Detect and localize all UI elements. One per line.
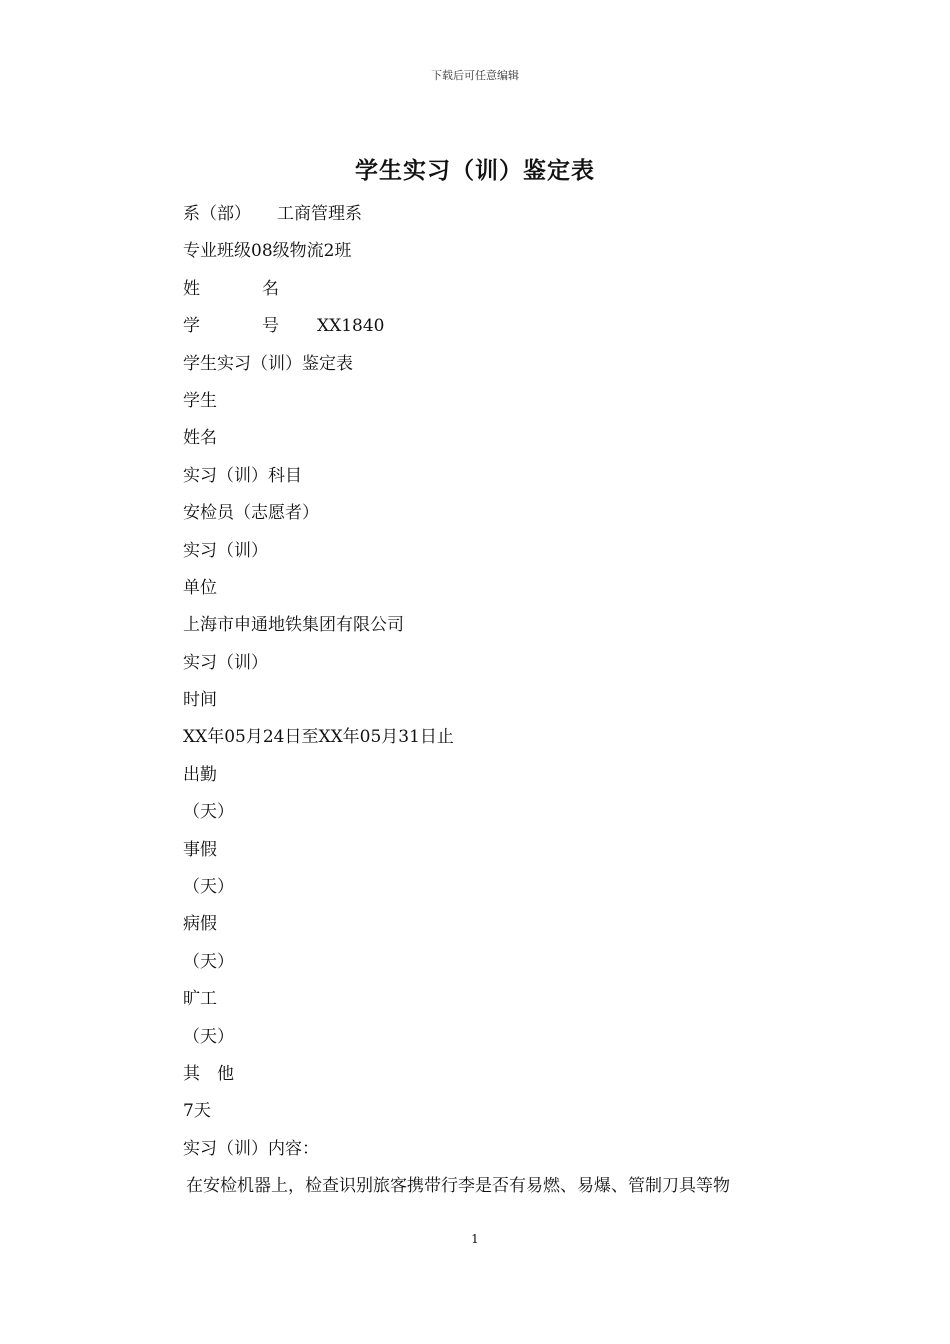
personal-leave-unit: （天）	[183, 877, 234, 898]
document-body	[183, 196, 843, 1206]
document-title: 学生实习（训）鉴定表	[355, 157, 595, 184]
sick-leave-label: 病假	[183, 914, 217, 935]
student-id-line	[183, 308, 843, 345]
name-line	[183, 271, 843, 308]
page-number: 1	[471, 1232, 479, 1246]
name-label-first-char: 姓	[183, 278, 200, 299]
download-edit-note: 下载后可任意编辑	[431, 69, 519, 82]
department-value: 工商管理系	[277, 204, 362, 224]
subject-value: 安检员（志愿者）	[183, 503, 319, 524]
major-class-label: 专业班级	[183, 241, 251, 262]
content-paragraph: 在安检机器上，检查识别旅客携带行李是否有易燃、易爆、管制刀具等物	[186, 1176, 730, 1197]
personal-leave-label: 事假	[183, 839, 217, 860]
department-label: 系（部）	[183, 204, 251, 224]
attendance-label: 出勤	[183, 764, 217, 785]
sick-leave-unit: （天）	[183, 951, 234, 972]
other-label: 其 他	[183, 1063, 234, 1084]
major-class-line	[183, 233, 843, 270]
department-line	[183, 196, 843, 233]
id-label-first-char: 学	[183, 316, 200, 337]
content-heading: 实习（训）内容：	[183, 1138, 319, 1159]
unit-label-line-2: 单位	[183, 577, 217, 598]
student-label: 学生	[183, 390, 217, 411]
time-label-line-1: 实习（训）	[183, 652, 268, 673]
id-label-second-char: 号	[262, 316, 279, 337]
student-id-value: XX1840	[317, 316, 385, 337]
name-label-second-char: 名	[262, 278, 279, 299]
time-label-line-2: 时间	[183, 690, 217, 711]
absence-label: 旷工	[183, 989, 217, 1010]
time-value: XX年05月24日至XX年05月31日止	[183, 727, 454, 748]
unit-value: 上海市申通地铁集团有限公司	[183, 615, 404, 636]
absence-unit: （天）	[183, 1026, 234, 1047]
unit-label-line-1: 实习（训）	[183, 540, 268, 561]
other-value: 7天	[183, 1101, 211, 1122]
name-label: 姓名	[183, 428, 217, 449]
table-title-line: 学生实习（训）鉴定表	[183, 353, 353, 374]
attendance-unit: （天）	[183, 802, 234, 823]
major-class-value: 08级物流2班	[251, 241, 352, 262]
subject-label: 实习（训）科目	[183, 465, 302, 486]
